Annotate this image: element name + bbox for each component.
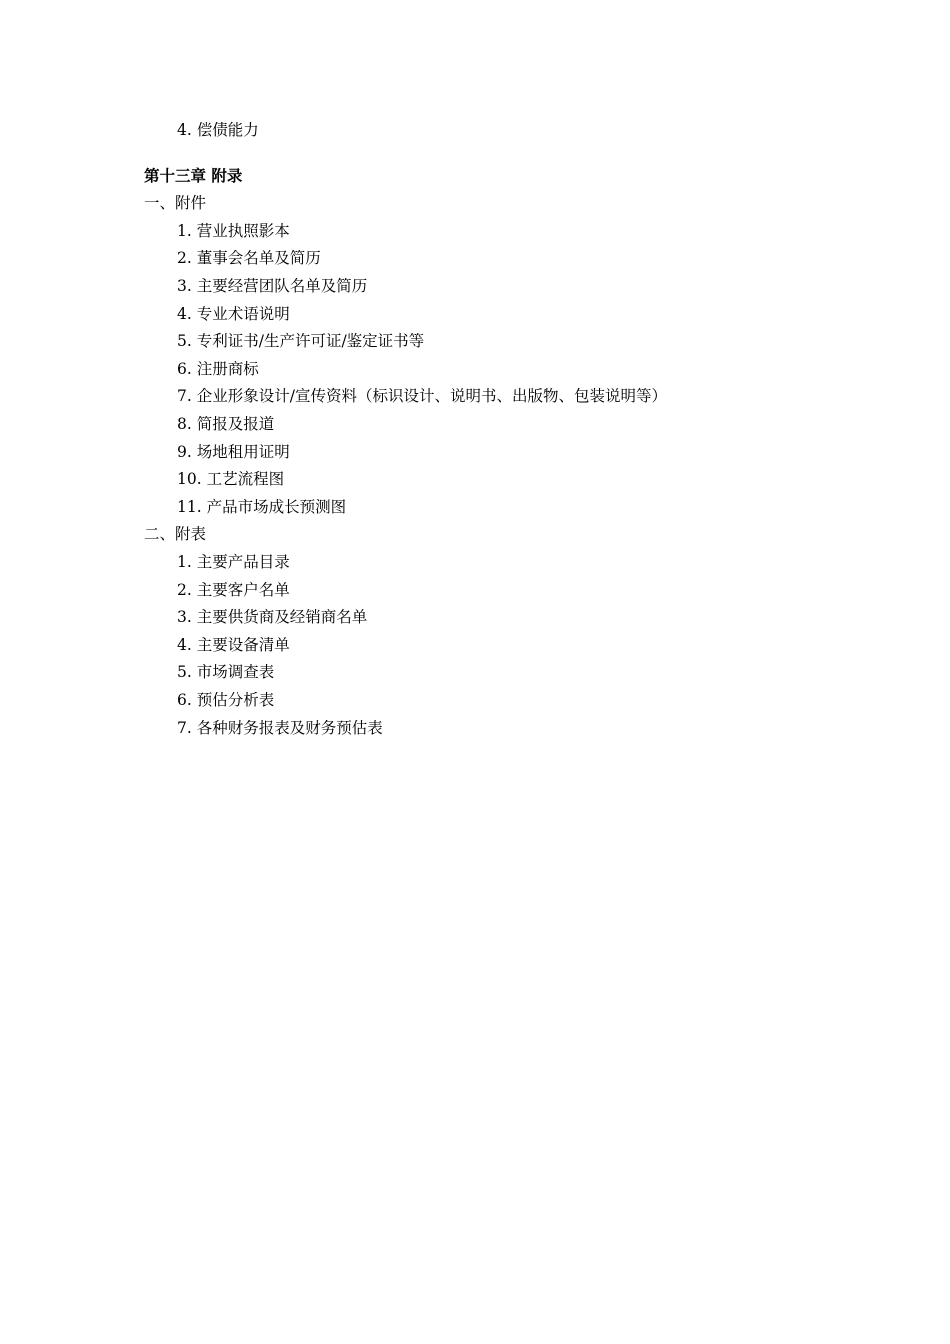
list-item: 2. 董事会名单及简历 [177, 249, 321, 267]
list-item: 8. 简报及报道 [177, 415, 275, 433]
list-item: 7. 企业形象设计/宣传资料（标识设计、说明书、出版物、包装说明等） [177, 387, 667, 405]
list-item: 4. 专业术语说明 [177, 305, 290, 323]
section-heading-attachments: 一、附件 [144, 194, 207, 212]
list-item: 3. 主要经营团队名单及简历 [177, 277, 368, 295]
list-item: 4. 主要设备清单 [177, 636, 290, 654]
section-heading-tables: 二、附表 [144, 525, 207, 543]
list-item: 5. 市场调查表 [177, 663, 275, 681]
list-item-debt-capacity: 4. 偿债能力 [177, 121, 259, 139]
list-item: 7. 各种财务报表及财务预估表 [177, 719, 383, 737]
list-item: 1. 主要产品目录 [177, 553, 290, 571]
list-item: 10. 工艺流程图 [177, 470, 285, 488]
list-item: 9. 场地租用证明 [177, 443, 290, 461]
list-item: 3. 主要供货商及经销商名单 [177, 608, 368, 626]
list-item: 5. 专利证书/生产许可证/鉴定证书等 [177, 332, 425, 350]
list-item: 1. 营业执照影本 [177, 222, 290, 240]
list-item: 2. 主要客户名单 [177, 581, 290, 599]
list-item: 11. 产品市场成长预测图 [177, 498, 347, 516]
chapter-title: 第十三章 附录 [144, 167, 243, 185]
list-item: 6. 注册商标 [177, 360, 259, 378]
list-item: 6. 预估分析表 [177, 691, 275, 709]
